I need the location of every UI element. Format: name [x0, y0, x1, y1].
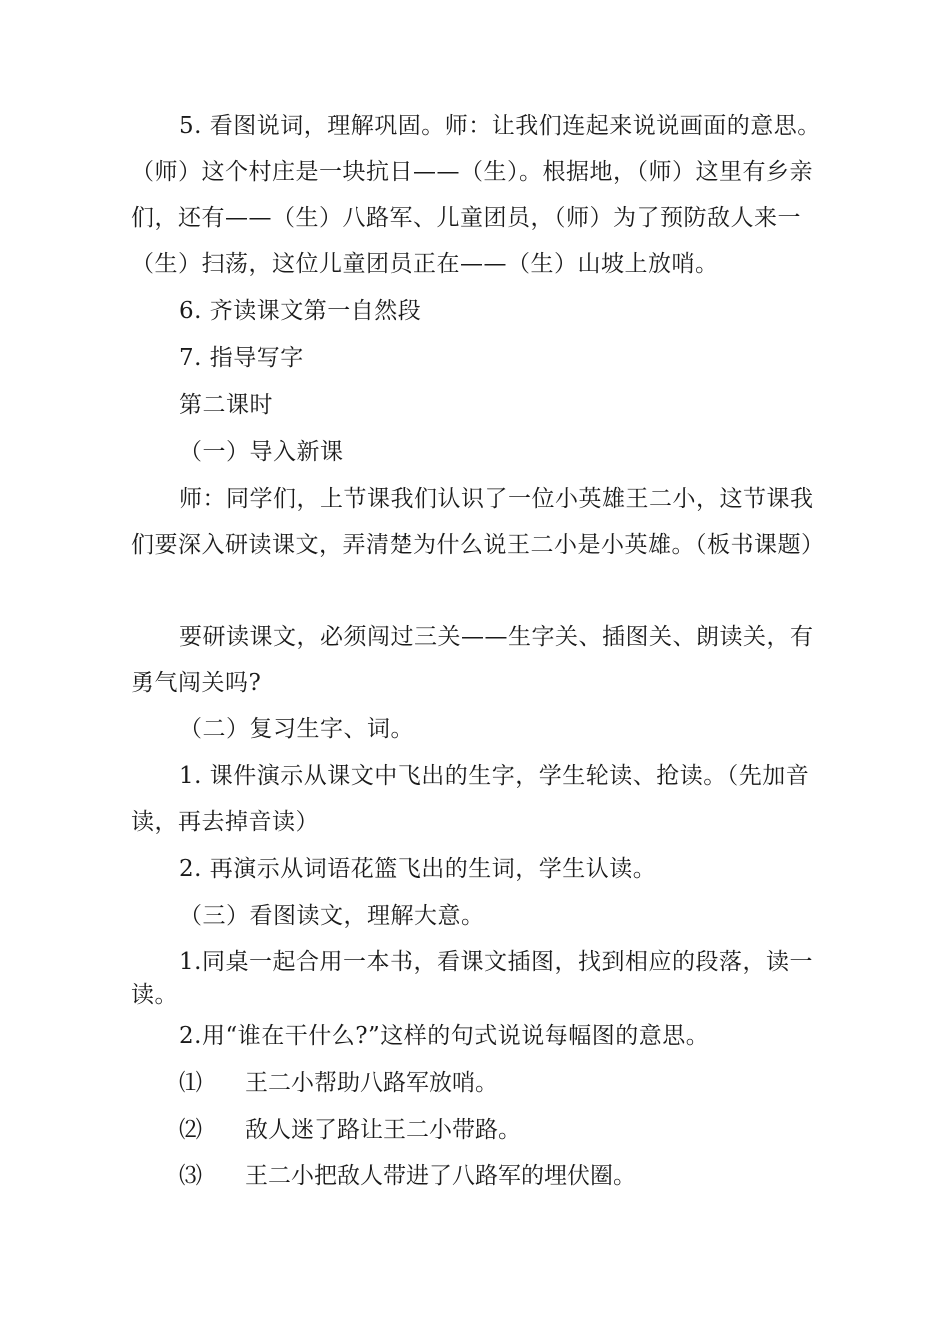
paragraph-step-6: 6. 齐读课文第一自然段	[179, 298, 422, 324]
paragraph-step-5: 5. 看图说词，理解巩固。师：让我们连起来说说画面的意思。（师）这个村庄是一块抗日——（生）。根据地，（师）这里有乡亲们，还有——（生）八路军、儿童团员，（师）为了预防敌人来一（生）扫荡，这位儿童团员正在——（生）山坡上放哨。	[131, 113, 821, 277]
paragraph-teacher-intro: 师：同学们，上节课我们认识了一位小英雄王二小，这节课我们要深入研读课文，弄清楚为什么说王二小是小英雄。（板书课题）	[131, 486, 825, 558]
section-heading-second-lesson: 第二课时	[179, 392, 273, 418]
paragraph-pictures-1: 1.同桌一起合用一本书，看课文插图，找到相应的段落，读一读。	[131, 949, 813, 1008]
list-item-number: ⑵	[179, 1117, 202, 1143]
list-item-text: 王二小帮助八路军放哨。	[245, 1070, 498, 1096]
list-item	[179, 1060, 498, 1106]
subheading-review: （二）复习生字、词。	[179, 716, 414, 742]
subheading-intro: （一）导入新课	[179, 439, 344, 465]
list-item-number: ⑶	[179, 1163, 202, 1189]
list-item-text: 敌人迷了路让王二小带路。	[245, 1117, 521, 1143]
list-item-text: 王二小把敌人带进了八路军的埋伏圈。	[245, 1163, 636, 1189]
list-item-number: ⑴	[179, 1070, 202, 1096]
list-item	[179, 1107, 521, 1153]
paragraph-pictures-2: 2.用“谁在干什么?”这样的句式说说每幅图的意思。	[179, 1023, 710, 1049]
paragraph-review-1: 1. 课件演示从课文中飞出的生字，学生轮读、抢读。（先加音读，再去掉音读）	[131, 763, 810, 835]
paragraph-step-7: 7. 指导写字	[179, 345, 304, 371]
subheading-pictures: （三）看图读文，理解大意。	[179, 903, 485, 929]
list-item	[179, 1153, 636, 1199]
paragraph-three-passes: 要研读课文，必须闯过三关——生字关、插图关、朗读关，有勇气闯关吗?	[131, 624, 814, 696]
paragraph-review-2: 2. 再演示从词语花篮飞出的生词，学生认读。	[179, 856, 657, 882]
